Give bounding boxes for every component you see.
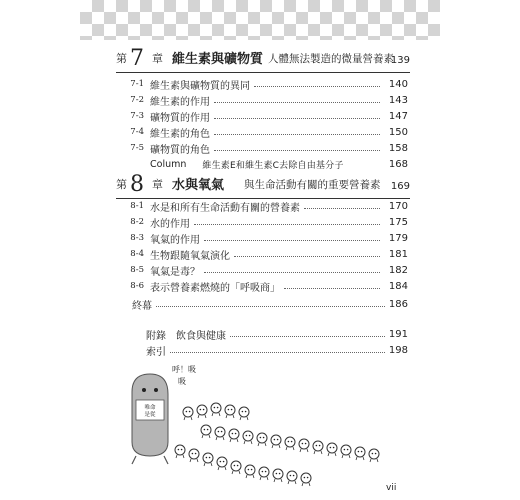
- column-title: 維生素E和維生素C去除自由基分子: [202, 160, 344, 171]
- small-character: [203, 453, 213, 466]
- entry-page: 150: [388, 126, 408, 138]
- chapter-number: 8: [130, 172, 144, 197]
- entry-number: 8-3: [130, 233, 144, 243]
- entry-number: 7-3: [130, 111, 144, 121]
- chapter-page: 169: [390, 181, 410, 192]
- oxygen-characters-illustration: [110, 352, 410, 490]
- entry-page: 182: [388, 264, 408, 276]
- entry-title: 水是和所有生命活動有關的營養素: [150, 202, 300, 214]
- small-character: [211, 403, 221, 416]
- entry-number: 7-2: [130, 95, 144, 105]
- entry-title: 礦物質的角色: [150, 144, 210, 156]
- entry-number: 8-1: [130, 201, 144, 211]
- small-character: [245, 465, 255, 478]
- index-page: 198: [388, 344, 408, 356]
- entry-number: 8-2: [130, 217, 144, 227]
- small-character: [215, 427, 225, 440]
- entry-page: 175: [388, 216, 408, 228]
- entry-page: 143: [388, 94, 408, 106]
- small-character: [259, 467, 269, 480]
- entry-title: 氧氣是毒？: [150, 266, 200, 278]
- chapter-8-heading: [116, 174, 410, 196]
- small-characters: [175, 403, 379, 486]
- chapter-suffix: 章: [152, 178, 163, 191]
- entry-number: 7-5: [130, 143, 144, 153]
- dot-leader: [214, 150, 380, 151]
- entry-page: 170: [388, 200, 408, 212]
- toc-entry[interactable]: [118, 262, 408, 278]
- entry-page: 179: [388, 232, 408, 244]
- appendix-page: 191: [388, 328, 408, 340]
- ending-page: 186: [388, 298, 408, 310]
- dot-leader: [284, 288, 380, 289]
- small-character: [243, 431, 253, 444]
- chapter-suffix: 章: [152, 52, 163, 65]
- entry-title: 表示營養素燃燒的「呼吸商」: [150, 282, 280, 294]
- entry-page: 147: [388, 110, 408, 122]
- entry-number: 7-1: [130, 79, 144, 89]
- speech-line-1: 呼！吸: [172, 365, 196, 374]
- small-character: [257, 433, 267, 446]
- sign-line-1: 唯命: [144, 405, 156, 411]
- small-character: [183, 407, 193, 420]
- dot-leader: [204, 240, 380, 241]
- small-character: [299, 439, 309, 452]
- transparent-header-band: [80, 0, 440, 40]
- small-character: [201, 425, 211, 438]
- chapter-subtitle: 與生命活動有關的重要營養素: [244, 179, 381, 191]
- small-character: [273, 469, 283, 482]
- toc-entry[interactable]: [118, 198, 408, 214]
- toc-ending-entry[interactable]: [132, 296, 408, 312]
- chapter-number: 7: [130, 46, 144, 71]
- small-character: [287, 471, 297, 484]
- chapter-rule: [116, 72, 410, 73]
- small-character: [313, 441, 323, 454]
- small-character: [189, 449, 199, 462]
- entry-page: 181: [388, 248, 408, 260]
- small-character: [327, 443, 337, 456]
- dot-leader: [230, 336, 385, 337]
- entry-title: 生物跟隨氧氣演化: [150, 250, 230, 262]
- dot-leader: [194, 224, 380, 225]
- small-character: [231, 461, 241, 474]
- page-number: vii: [386, 483, 397, 493]
- small-character: [341, 445, 351, 458]
- small-character: [285, 437, 295, 450]
- chapter-title: 水與氧氣: [172, 178, 225, 193]
- chapter-7-entries: [118, 76, 408, 172]
- dot-leader: [304, 208, 380, 209]
- dot-leader: [214, 134, 380, 135]
- column-label: Column: [150, 158, 187, 170]
- entry-number: 8-4: [130, 249, 144, 259]
- entry-page: 184: [388, 280, 408, 292]
- speech-text: [172, 364, 196, 386]
- chapter-7-heading: [116, 48, 410, 70]
- small-character: [225, 405, 235, 418]
- sign-line-2: 是從: [144, 412, 156, 418]
- chapter-8-entries: [118, 198, 408, 294]
- small-character: [229, 429, 239, 442]
- small-character: [197, 405, 207, 418]
- dot-leader: [156, 306, 385, 307]
- dot-leader: [254, 86, 380, 87]
- toc-column-entry[interactable]: [118, 156, 408, 172]
- toc-entry[interactable]: [118, 124, 408, 140]
- column-page: 168: [388, 158, 408, 170]
- toc-entry[interactable]: [118, 214, 408, 230]
- toc-entry[interactable]: [118, 92, 408, 108]
- entry-title: 氧氣的作用: [150, 234, 200, 246]
- dot-leader: [214, 118, 380, 119]
- small-character: [217, 457, 227, 470]
- toc-entry[interactable]: [118, 76, 408, 92]
- dot-leader: [204, 272, 380, 273]
- entry-title: 維生素的角色: [150, 128, 210, 140]
- toc-entry[interactable]: [118, 108, 408, 124]
- entry-page: 158: [388, 142, 408, 154]
- toc-entry[interactable]: [118, 140, 408, 156]
- chapter-page: 139: [390, 55, 410, 66]
- small-character: [355, 447, 365, 460]
- small-character: [369, 449, 379, 462]
- entry-number: 8-6: [130, 281, 144, 291]
- toc-entry[interactable]: [118, 246, 408, 262]
- chapter-prefix: 第: [116, 178, 127, 191]
- big-character: [132, 374, 168, 464]
- chapter-subtitle: 人體無法製造的微量營養素: [268, 53, 394, 65]
- index-title: 索引: [146, 346, 166, 358]
- chapter-title: 維生素與礦物質: [172, 52, 264, 67]
- dot-leader: [214, 102, 380, 103]
- speech-line-2: 吸: [178, 377, 186, 386]
- toc-appendix-entry[interactable]: [146, 326, 408, 342]
- entry-number: 7-4: [130, 127, 144, 137]
- small-character: [271, 435, 281, 448]
- ending-title: 終幕: [132, 300, 152, 312]
- toc-entry[interactable]: [118, 278, 408, 294]
- entry-title: 維生素的作用: [150, 96, 210, 108]
- small-character: [175, 445, 185, 458]
- entry-title: 維生素與礦物質的異同: [150, 80, 250, 92]
- chapter-prefix: 第: [116, 52, 127, 65]
- appendix-title: 附錄 飲食與健康: [146, 330, 226, 342]
- entry-page: 140: [388, 78, 408, 90]
- dot-leader: [234, 256, 380, 257]
- small-character: [301, 473, 311, 486]
- entry-number: 8-5: [130, 265, 144, 275]
- small-character: [239, 407, 249, 420]
- toc-entry[interactable]: [118, 230, 408, 246]
- entry-title: 水的作用: [150, 218, 190, 230]
- entry-title: 礦物質的作用: [150, 112, 210, 124]
